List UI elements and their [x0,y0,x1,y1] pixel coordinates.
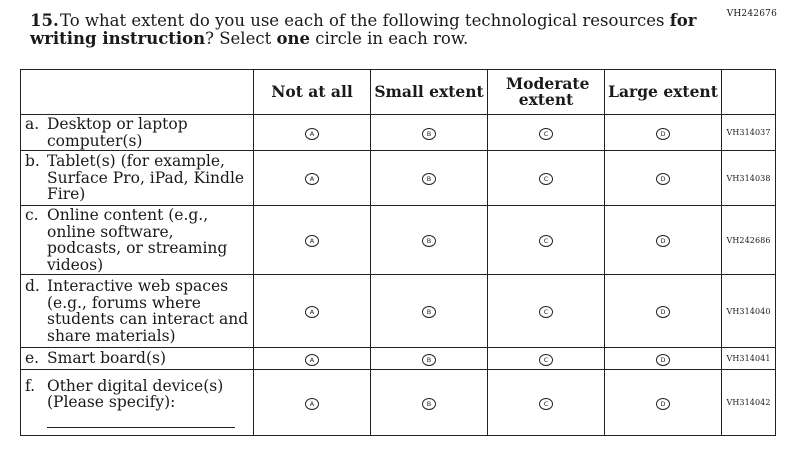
option-cell [488,348,605,370]
response-bubble-b[interactable]: B [422,128,436,140]
response-bubble-c[interactable]: C [539,128,553,140]
header-row [21,70,776,115]
response-bubble-b[interactable]: B [422,398,436,410]
row-label [21,275,254,348]
response-bubble-b[interactable]: B [422,306,436,318]
row-letter: d. [25,277,40,295]
option-cell [605,370,722,436]
row-letter: c. [25,206,39,224]
response-bubble-c[interactable]: C [539,173,553,185]
header-not-at-all: Not at all [254,70,371,115]
header-code-blank [722,70,776,115]
response-grid [20,69,776,436]
option-cell [371,275,488,348]
row-letter: e. [25,349,40,368]
response-bubble-c[interactable]: C [539,354,553,366]
response-bubble-d[interactable]: D [656,173,670,185]
option-cell [605,151,722,206]
response-bubble-a[interactable]: A [305,173,319,185]
row-letter: b. [25,152,40,171]
option-cell [371,206,488,275]
specify-input-line[interactable] [47,413,235,428]
row-code: VH242686 [722,206,776,275]
header-small-extent: Small extent [371,70,488,115]
question-number: 15. [30,11,59,30]
table-row [21,370,776,436]
option-cell [488,151,605,206]
response-bubble-d[interactable]: D [656,235,670,247]
row-label [21,151,254,206]
question-text-bold2: one [276,29,310,48]
row-label [21,370,254,436]
option-cell [254,115,371,151]
option-cell [488,370,605,436]
option-cell [605,206,722,275]
question-id: VH242676 [726,9,777,19]
question-text-bold: for writing instruction [30,11,697,48]
row-label [21,206,254,275]
response-bubble-c[interactable]: C [539,235,553,247]
row-text: Tablet(s) (for example, Surface Pro, iPad, Kindle Fire) [47,152,245,204]
table-row [21,275,776,348]
row-letter: a. [25,115,40,133]
table-row [21,151,776,206]
response-bubble-a[interactable]: A [305,306,319,318]
response-bubble-b[interactable]: B [422,354,436,366]
response-bubble-c[interactable]: C [539,306,553,318]
row-letter: f. [25,376,36,395]
response-bubble-a[interactable]: A [305,128,319,140]
header-large-extent: Large extent [605,70,722,115]
row-text: Desktop or laptop computer(s) [47,115,188,150]
row-code: VH314041 [722,348,776,370]
option-cell [488,115,605,151]
option-cell [371,151,488,206]
option-cell [488,206,605,275]
response-bubble-b[interactable]: B [422,235,436,247]
table-row [21,348,776,370]
row-text: Online content (e.g., online software, podcasts, or streaming videos) [47,206,228,274]
row-label [21,115,254,151]
option-cell [254,206,371,275]
response-bubble-d[interactable]: D [656,306,670,318]
row-code: VH314038 [722,151,776,206]
question-text-part2: ? Select [205,29,277,48]
response-bubble-d[interactable]: D [656,128,670,140]
header-blank [21,70,254,115]
response-bubble-a[interactable]: A [305,398,319,410]
question-text-part1: To what extent do you use each of the following technological resources [60,11,670,30]
option-cell [254,275,371,348]
option-cell [605,115,722,151]
table-row [21,115,776,151]
option-cell [605,275,722,348]
response-bubble-d[interactable]: D [656,354,670,366]
response-bubble-d[interactable]: D [656,398,670,410]
option-cell [488,275,605,348]
row-text: Other digital device(s) (Please specify): [47,376,224,411]
row-text: Smart board(s) [47,349,166,368]
response-bubble-a[interactable]: A [305,235,319,247]
row-code: VH314037 [722,115,776,151]
option-cell [605,348,722,370]
option-cell [371,370,488,436]
table-row [21,206,776,275]
row-code: VH314042 [722,370,776,436]
option-cell [254,348,371,370]
option-cell [371,348,488,370]
question-text [30,12,720,48]
row-label [21,348,254,370]
response-bubble-c[interactable]: C [539,398,553,410]
header-moderate-extent: Moderate extent [488,70,605,115]
option-cell [254,151,371,206]
response-bubble-a[interactable]: A [305,354,319,366]
row-text: Interactive web spaces (e.g., forums where students can interact and share materials) [47,277,249,345]
row-code: VH314040 [722,275,776,348]
option-cell [254,370,371,436]
response-bubble-b[interactable]: B [422,173,436,185]
option-cell [371,115,488,151]
question-text-part3: circle in each row. [309,29,469,48]
